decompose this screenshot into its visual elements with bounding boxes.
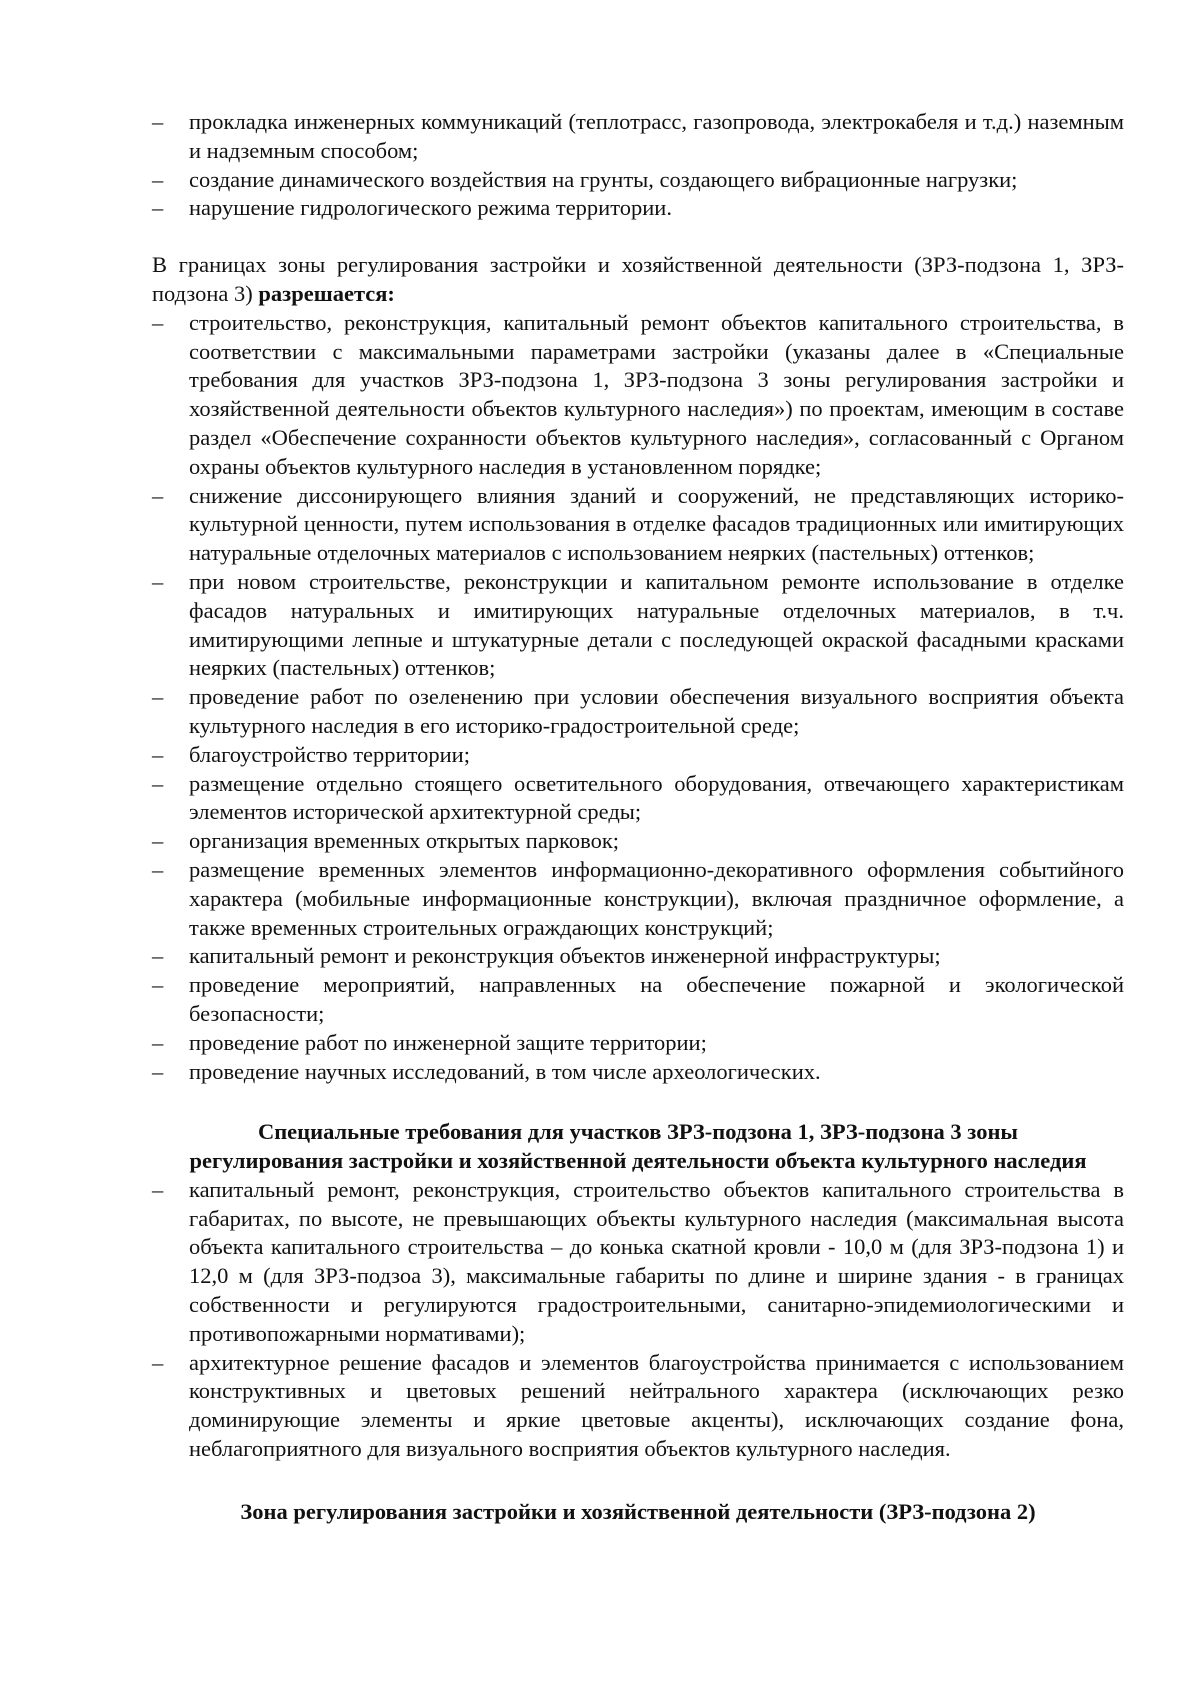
dash-bullet: – — [152, 770, 164, 796]
list-item — [152, 942, 1124, 971]
list-item — [152, 741, 1124, 770]
list-item-text: проведение работ по озеленению при условии обеспечения визуального восприятия объекта культурного наследия в его историко-градостроительной среде; — [189, 684, 1124, 738]
dash-bullet: – — [152, 568, 164, 594]
special-requirements-list — [152, 1176, 1124, 1464]
list-item — [152, 108, 1124, 166]
list-item-text: при новом строительстве, реконструкции и капитальном ремонте использование в отделке фасадов натуральных и имитирующих натуральные отделочных материалов, в т.ч. имитирующими лепные и штукатурные детали с последующей окраской фасадными красками неярких (пастельных) оттенков; — [189, 568, 1124, 681]
list-item-text: прокладка инженерных коммуникаций (теплотрасс, газопровода, электрокабеля и т.д.) наземным и надземным способом; — [189, 109, 1124, 163]
dash-bullet: – — [152, 109, 164, 134]
dash-bullet: – — [152, 972, 164, 998]
list-item-text: проведение работ по инженерной защите территории; — [189, 1029, 707, 1055]
allowed-intro-paragraph — [152, 251, 1124, 309]
list-item-text: капитальный ремонт, реконструкция, строительство объектов капитального строительства в габаритах, по высоте, не превышающих объекты культурного наследия (максимальная высота объекта капитального строительства – до конька скатной кровли - 10,0 м (для ЗРЗ-подзона 1) и 12,0 м (для ЗРЗ-подзоа 3), максимальные габариты по длине и ширине здания - в границах собственности и регулируются градостроительными, санитарно-эпидемиологическими и противопожарными нормативами); — [189, 1176, 1124, 1346]
dash-bullet: – — [152, 1029, 164, 1055]
list-item — [152, 1349, 1124, 1464]
list-item-text: снижение диссонирующего влияния зданий и сооружений, не представляющих историко-культурной ценности, путем использования в отделке фасадов традиционных или имитирующих натуральные отделочных материалов с использованием неярких (пастельных) оттенков; — [189, 482, 1124, 566]
heading-line: регулирования застройки и хозяйственной деятельности объекта культурного наследия — [189, 1148, 1087, 1174]
dash-bullet: – — [152, 943, 164, 969]
dash-bullet: – — [152, 166, 164, 192]
zone2-heading: Зона регулирования застройки и хозяйственной деятельности (ЗРЗ-подзона 2) — [240, 1498, 1036, 1524]
list-item — [152, 309, 1124, 482]
list-item — [152, 1176, 1124, 1349]
list-item — [152, 856, 1124, 942]
list-item-text: размещение отдельно стоящего осветительного оборудования, отвечающего характеристикам элементов исторической архитектурной среды; — [189, 770, 1124, 825]
allowed-list — [152, 309, 1124, 1087]
dash-bullet: – — [152, 1349, 164, 1375]
list-item-text: проведение научных исследований, в том числе археологических. — [189, 1058, 821, 1084]
list-item-text: организация временных открытых парковок; — [189, 828, 620, 854]
list-item-text: капитальный ремонт и реконструкция объектов инженерной инфраструктуры; — [189, 943, 941, 969]
list-item-text: нарушение гидрологического режима территории. — [189, 195, 672, 221]
dash-bullet: – — [152, 1058, 164, 1084]
special-requirements-heading — [152, 1118, 1124, 1176]
list-item — [152, 568, 1124, 683]
heading-line: Специальные требования для участков ЗРЗ-подзона 1, ЗРЗ-подзона 3 зоны — [257, 1119, 1019, 1145]
list-item-text: создание динамического воздействия на грунты, создающего вибрационные нагрузки; — [189, 166, 1018, 192]
dash-bullet: – — [152, 741, 164, 767]
allowed-intro-bold: разрешается: — [258, 280, 395, 306]
dash-bullet: – — [152, 309, 164, 335]
dash-bullet: – — [152, 856, 164, 882]
allowed-intro-text: В границах зоны регулирования застройки и хозяйственной деятельности (ЗРЗ-подзона 1, ЗРЗ-подзона 3) — [152, 252, 1124, 306]
dash-bullet: – — [152, 828, 164, 854]
list-item-text: благоустройство территории; — [189, 741, 470, 767]
list-item — [152, 827, 1124, 856]
dash-bullet: – — [152, 684, 164, 710]
list-item — [152, 1058, 1124, 1087]
prohibited-list-continued — [152, 108, 1124, 223]
dash-bullet: – — [152, 195, 164, 221]
list-item — [152, 1029, 1124, 1058]
dash-bullet: – — [152, 482, 164, 508]
list-item-text: проведение мероприятий, направленных на обеспечение пожарной и экологической безопасности; — [189, 972, 1124, 1026]
list-item-text: архитектурное решение фасадов и элементов благоустройства принимается с использованием конструктивных и цветовых решений нейтрального характера (исключающих резко доминирующие элементы и яркие цветовые акценты), исключающих создание фона, неблагоприятного для визуального восприятия объектов культурного наследия. — [189, 1349, 1124, 1462]
list-item — [152, 166, 1124, 195]
list-item — [152, 194, 1124, 223]
dash-bullet: – — [152, 1176, 164, 1202]
list-item — [152, 482, 1124, 568]
list-item — [152, 683, 1124, 741]
list-item-text: размещение временных элементов информационно-декоративного оформления событийного характера (мобильные информационные конструкции), включая праздничное оформление, а также временных строительных ограждающих конструкций; — [189, 856, 1124, 940]
list-item — [152, 971, 1124, 1029]
list-item-text: строительство, реконструкция, капитальный ремонт объектов капитального строительства, в соответствии с максимальными параметрами застройки (указаны далее в «Специальные требования для участков ЗРЗ-подзона 1, ЗРЗ-подзона 3 зоны регулирования застройки и хозяйственной деятельности объектов культурного наследия») по проектам, имеющим в составе раздел «Обеспечение сохранности объектов культурного наследия», согласованный с Органом охраны объектов культурного наследия в установленном порядке; — [189, 309, 1124, 479]
list-item — [152, 770, 1124, 828]
